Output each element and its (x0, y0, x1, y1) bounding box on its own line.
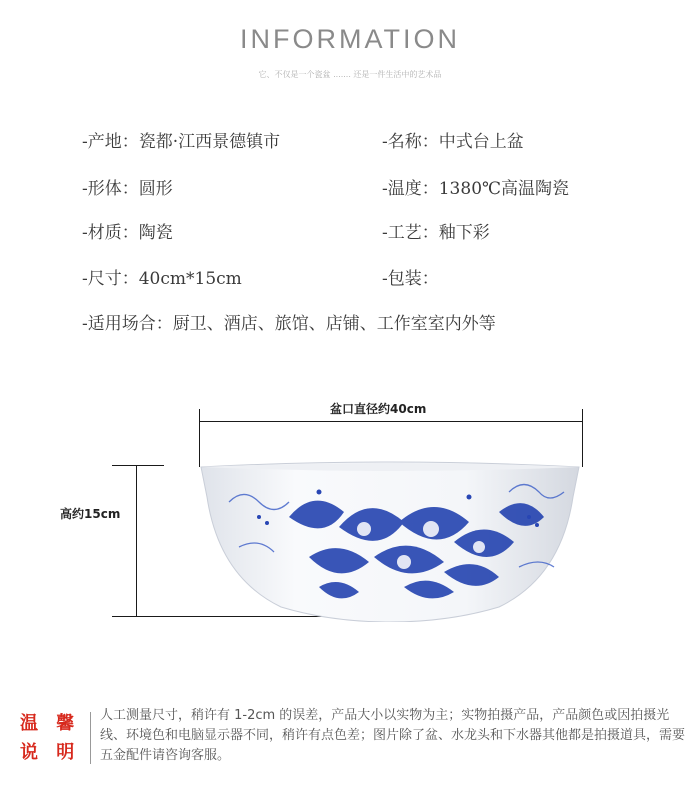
spec-shape: -形体：圆形 (82, 179, 173, 199)
height-line (136, 465, 137, 617)
page-title: INFORMATION (240, 24, 460, 54)
page-subtitle: 它、不仅是一个瓷盆 ....... 还是一件生活中的艺术品 (258, 70, 442, 79)
diameter-label: 盆口直径约40cm (330, 402, 427, 416)
diameter-tick-right (582, 409, 583, 467)
height-tick-top (112, 465, 164, 466)
spec-material: -材质：陶瓷 (82, 223, 173, 243)
diameter-line (199, 421, 583, 422)
spec-name: -名称：中式台上盆 (382, 132, 524, 152)
spec-usage: -适用场合：厨卫、酒店、旅馆、店铺、工作室室内外等 (82, 314, 496, 334)
notice-text: 人工测量尺寸，稍许有 1-2cm 的误差，产品大小以实物为主；实物拍摄产品，产品颜色或因拍摄光线、环境色和电脑显示器不同，稍许有点色差；图片除了盆、水龙头和下水器其他都是拍摄道具，需要五金配件请咨询客服。 (100, 708, 686, 763)
height-label: 高约15cm (60, 507, 121, 521)
notice-divider (90, 712, 91, 764)
spec-craft: -工艺：釉下彩 (382, 223, 490, 243)
wash-basin-image (199, 457, 581, 622)
spec-size: -尺寸：40cm*15cm (82, 269, 242, 289)
spec-origin: -产地：瓷都·江西景德镇市 (82, 132, 281, 152)
spec-temperature: -温度：1380℃高温陶瓷 (382, 179, 570, 199)
notice-title-line2: 说 明 (20, 742, 81, 763)
notice-title-line1: 温 馨 (20, 713, 81, 734)
spec-packaging: -包装： (382, 269, 439, 289)
